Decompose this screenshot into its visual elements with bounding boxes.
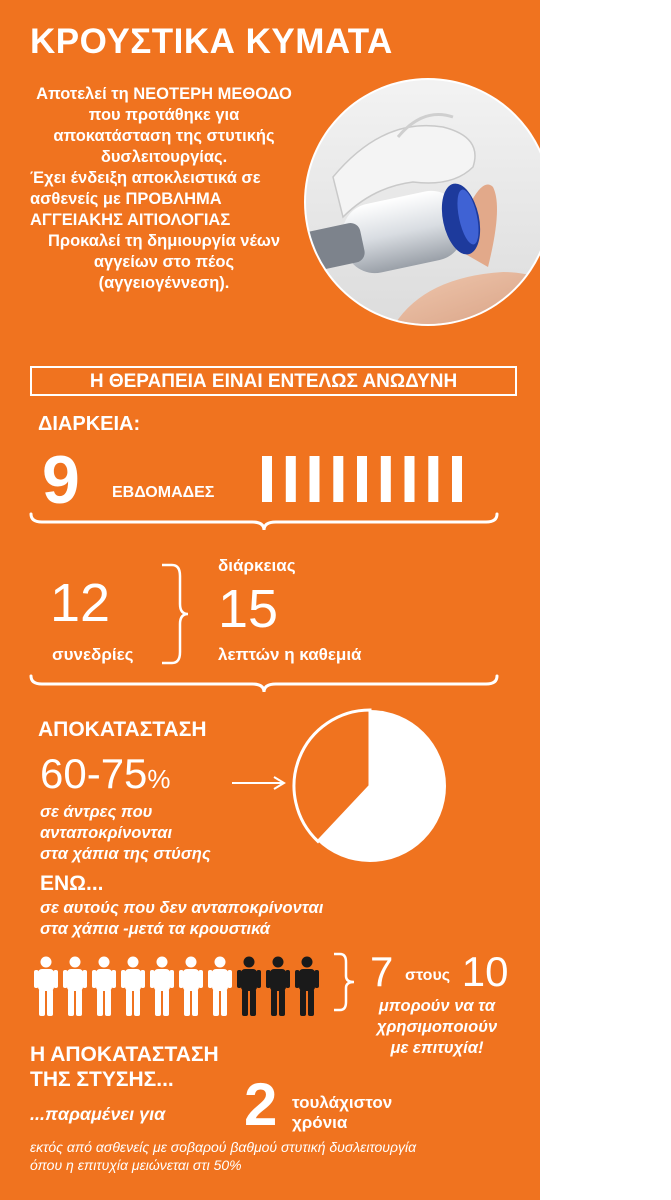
duration-unit: ΕΒΔΟΜΑΔΕΣ [112, 484, 215, 501]
week-tick [452, 456, 462, 502]
lasting-line-1: Η ΑΠΟΚΑΤΑΣΤΑΣΗ [30, 1043, 219, 1066]
page-title: ΚΡΟΥΣΤΙΚΑ ΚΥΜΑΤΑ [30, 22, 393, 61]
ratio-connector: στους [405, 967, 451, 984]
week-tick [262, 456, 272, 502]
intro-text [30, 84, 298, 294]
week-ticks [262, 456, 462, 502]
painless-banner: Η ΘΕΡΑΠΕΙΑ ΕΙΝΑΙ ΕΝΤΕΛΩΣ ΑΝΩΔΥΝΗ [30, 366, 517, 396]
intro-paragraph-3: Προκαλεί τη δημιουργία νέων αγγείων στο πέος (αγγειογέννεση). [47, 232, 281, 292]
while-line-2: στα χάπια -μετά τα κρουστικά [40, 920, 271, 938]
success-count: 7 [370, 948, 394, 995]
person-icon-success [150, 957, 174, 1017]
lasting-line-2: ΤΗΣ ΣΤΥΣΗΣ... [30, 1068, 174, 1091]
years-bottom-label: χρόνια [292, 1113, 348, 1132]
sessions-count: 12 [50, 573, 111, 633]
people-brace [332, 952, 358, 1012]
person-icon [237, 957, 261, 1017]
sessions-brace [160, 562, 192, 666]
while-heading: ΕΝΩ... [40, 872, 104, 895]
intro-paragraph-1: Αποτελεί τη ΝΕΟΤΕΡΗ ΜΕΘΟΔΟ που προτάθηκε για αποκατάσταση της στυτικής δυσλειτουργίας. [36, 85, 292, 166]
week-tick [333, 456, 343, 502]
recovery-percent [40, 752, 171, 801]
person-icon-success [208, 957, 232, 1017]
minutes-number: 15 [218, 579, 279, 639]
intro-paragraph-2: Έχει ένδειξη αποκλειστικά σε ασθενείς με ΠΡΟΒΛΗΜΑ ΑΓΓΕΙΑΚΗΣ ΑΙΤΙΟΛΟΓΙΑΣ [30, 169, 261, 229]
recovery-line-1: σε άντρες που [40, 803, 153, 821]
while-line-1: σε αυτούς που δεν ανταποκρίνονται [40, 899, 324, 917]
footnote [30, 1138, 416, 1174]
footnote-line-1: εκτός από ασθενείς με σοβαρού βαθμού στυτική δυσλειτουργία [30, 1139, 417, 1155]
brace-divider-1 [28, 510, 500, 532]
footnote-line-2: όπου η επιτυχία μειώνεται στι 50% [30, 1157, 242, 1173]
years-top-label: τουλάχιστον [292, 1093, 393, 1112]
person-icon [295, 957, 319, 1017]
people-pictogram [34, 956, 324, 1018]
percent-sign: % [147, 764, 171, 794]
minutes-label: λεπτών η καθεμιά [218, 645, 362, 664]
duration-number: 9 [42, 442, 80, 518]
lasting-line-3: ...παραμένει για [30, 1104, 166, 1124]
treatment-photo [303, 77, 540, 327]
recovery-range: 60-75 [40, 750, 148, 797]
person-icon-success [34, 957, 58, 1017]
person-icon-success [92, 957, 116, 1017]
success-line-3: με επιτυχία! [390, 1039, 484, 1057]
recovery-pie-chart [290, 706, 450, 866]
week-tick [381, 456, 391, 502]
recovery-line-3: στα χάπια της στύσης [40, 845, 211, 863]
week-tick [357, 456, 367, 502]
arrow-icon [230, 776, 290, 790]
week-tick [428, 456, 438, 502]
brace-divider-2 [28, 672, 500, 694]
recovery-heading: ΑΠΟΚΑΤΑΣΤΑΣΗ [38, 718, 207, 741]
week-tick [405, 456, 415, 502]
week-tick [310, 456, 320, 502]
success-ratio [370, 950, 508, 998]
sessions-label: συνεδρίες [52, 645, 134, 664]
total-count: 10 [461, 948, 509, 995]
years-number: 2 [244, 1071, 278, 1138]
duration-of-label: διάρκειας [218, 556, 296, 575]
person-icon [266, 957, 290, 1017]
success-line-2: χρησιμοποιούν [376, 1018, 498, 1036]
success-line-1: μπορούν να τα [378, 997, 496, 1015]
recovery-line-2: ανταποκρίνονται [40, 824, 173, 842]
week-tick [286, 456, 296, 502]
duration-heading: ΔΙΑΡΚΕΙΑ: [38, 413, 141, 435]
person-icon-success [63, 957, 87, 1017]
person-icon-success [121, 957, 145, 1017]
person-icon-success [179, 957, 203, 1017]
